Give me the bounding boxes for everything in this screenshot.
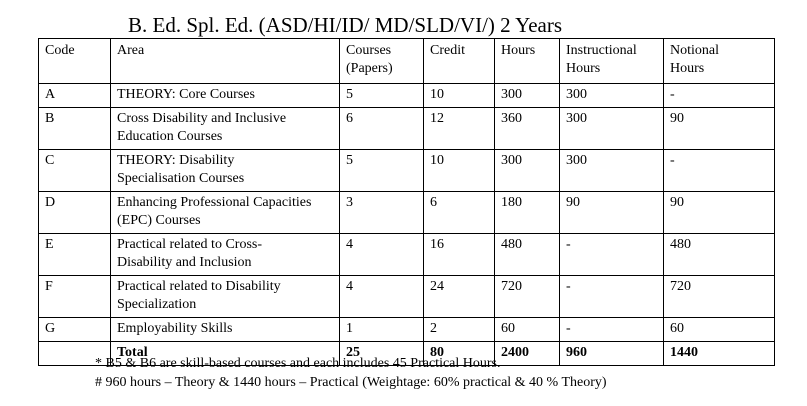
total-cell-credit: 80 <box>424 342 495 366</box>
cell-area: THEORY: Disability Specialisation Courses <box>111 150 340 192</box>
table-row <box>39 150 775 192</box>
cell-area: Practical related to Disability Specialization <box>111 276 340 318</box>
cell-credit: 12 <box>424 108 495 150</box>
header-notional-hours: Notional Hours <box>664 39 775 84</box>
cell-courses: 6 <box>340 108 424 150</box>
header-hours: Hours <box>495 39 560 84</box>
cell-hours: 300 <box>495 150 560 192</box>
cell-area: Practical related to Cross- Disability and Inclusion <box>111 234 340 276</box>
total-cell-area: Total <box>111 342 340 366</box>
cell-instructional-hours: 300 <box>560 84 664 108</box>
table-row <box>39 84 775 108</box>
cell-credit: 10 <box>424 150 495 192</box>
footnote-hours-weightage: # 960 hours – Theory & 1440 hours – Practical (Weightage: 60% practical & 40 % Theory) <box>95 375 607 390</box>
table-row <box>39 276 775 318</box>
credit-hours-table <box>38 38 775 366</box>
total-cell-hours: 2400 <box>495 342 560 366</box>
footnote-skill-courses: * B5 & B6 are skill-based courses and each includes 45 Practical Hours. <box>95 356 501 371</box>
cell-code: F <box>39 276 111 318</box>
cell-notional-hours: - <box>664 150 775 192</box>
cell-code: G <box>39 318 111 342</box>
cell-credit: 6 <box>424 192 495 234</box>
cell-credit: 16 <box>424 234 495 276</box>
cell-courses: 4 <box>340 276 424 318</box>
cell-code: E <box>39 234 111 276</box>
cell-credit: 2 <box>424 318 495 342</box>
cell-hours: 720 <box>495 276 560 318</box>
cell-code: C <box>39 150 111 192</box>
cell-notional-hours: 720 <box>664 276 775 318</box>
cell-courses: 5 <box>340 150 424 192</box>
total-cell-notional-hours: 1440 <box>664 342 775 366</box>
table-body <box>39 84 775 366</box>
cell-notional-hours: - <box>664 84 775 108</box>
cell-area: Cross Disability and Inclusive Education Courses <box>111 108 340 150</box>
cell-notional-hours: 60 <box>664 318 775 342</box>
cell-instructional-hours: - <box>560 234 664 276</box>
cell-instructional-hours: - <box>560 276 664 318</box>
cell-courses: 3 <box>340 192 424 234</box>
cell-area: THEORY: Core Courses <box>111 84 340 108</box>
cell-instructional-hours: 300 <box>560 150 664 192</box>
cell-courses: 1 <box>340 318 424 342</box>
cell-area: Employability Skills <box>111 318 340 342</box>
total-cell-instructional-hours: 960 <box>560 342 664 366</box>
header-credit: Credit <box>424 39 495 84</box>
cell-instructional-hours: - <box>560 318 664 342</box>
cell-instructional-hours: 300 <box>560 108 664 150</box>
cell-code: A <box>39 84 111 108</box>
table-row <box>39 318 775 342</box>
cell-credit: 10 <box>424 84 495 108</box>
table-row <box>39 108 775 150</box>
footnotes <box>95 354 607 392</box>
cell-courses: 5 <box>340 84 424 108</box>
cell-notional-hours: 90 <box>664 108 775 150</box>
header-code: Code <box>39 39 111 84</box>
table-header-row <box>39 39 775 84</box>
cell-hours: 60 <box>495 318 560 342</box>
cell-code: D <box>39 192 111 234</box>
cell-credit: 24 <box>424 276 495 318</box>
total-cell-courses: 25 <box>340 342 424 366</box>
header-instructional-hours: Instructional Hours <box>560 39 664 84</box>
cell-notional-hours: 90 <box>664 192 775 234</box>
cell-code: B <box>39 108 111 150</box>
cell-hours: 480 <box>495 234 560 276</box>
cell-hours: 360 <box>495 108 560 150</box>
table-row <box>39 192 775 234</box>
document-title: B. Ed. Spl. Ed. (ASD/HI/ID/ MD/SLD/VI/) 2 Years <box>128 13 563 37</box>
header-area: Area <box>111 39 340 84</box>
cell-courses: 4 <box>340 234 424 276</box>
header-courses: Courses (Papers) <box>340 39 424 84</box>
cell-notional-hours: 480 <box>664 234 775 276</box>
cell-hours: 180 <box>495 192 560 234</box>
cell-area: Enhancing Professional Capacities (EPC) Courses <box>111 192 340 234</box>
cell-instructional-hours: 90 <box>560 192 664 234</box>
table-row <box>39 234 775 276</box>
cell-hours: 300 <box>495 84 560 108</box>
